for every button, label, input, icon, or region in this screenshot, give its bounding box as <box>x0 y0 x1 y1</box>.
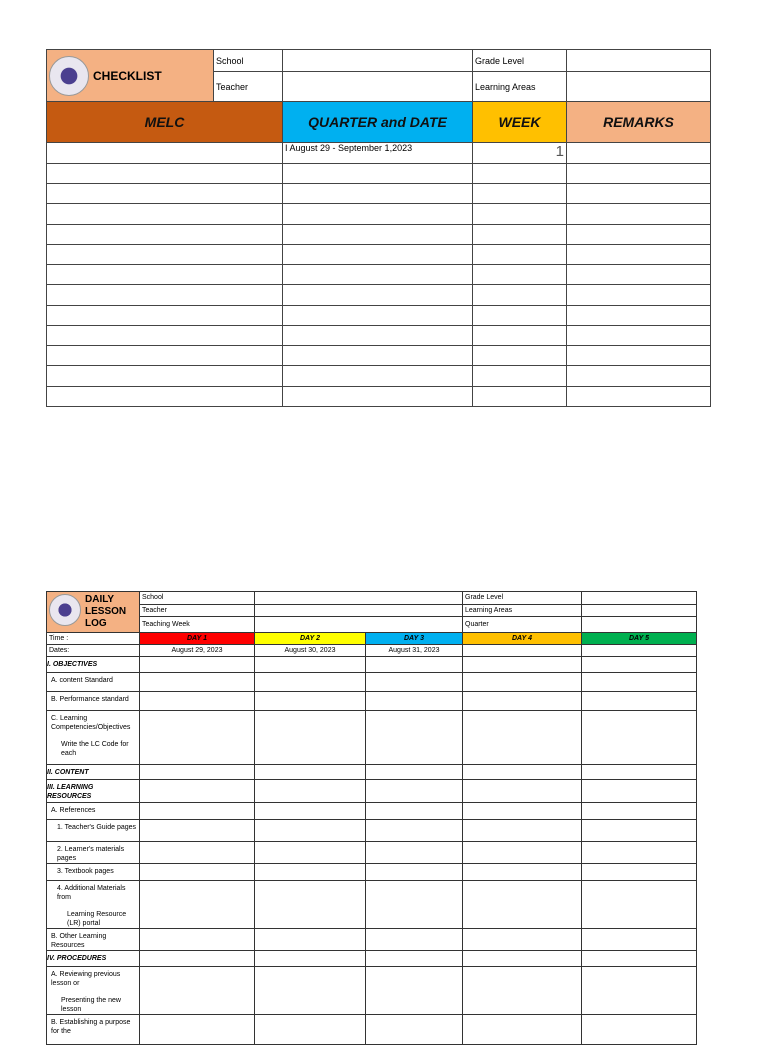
day-1-cell[interactable] <box>140 951 255 967</box>
learning-areas-label: Learning Areas <box>473 72 567 102</box>
day-4-cell[interactable] <box>463 864 582 881</box>
row-label-text: II. CONTENT <box>47 769 89 776</box>
daily-lesson-log-table <box>46 591 697 1045</box>
day-4-header: DAY 4 <box>463 633 582 645</box>
checklist-melc-cell[interactable] <box>47 204 283 225</box>
day-3-cell[interactable] <box>366 820 463 842</box>
checklist-melc-cell[interactable] <box>47 285 283 306</box>
dll-title-line: DAILY <box>85 594 115 605</box>
lesson-row <box>47 929 697 951</box>
time-label: Time : <box>47 633 140 645</box>
day-5-cell[interactable] <box>582 692 697 711</box>
day-1-cell[interactable] <box>140 803 255 820</box>
day-2-cell[interactable] <box>255 820 366 842</box>
day-4-cell[interactable] <box>463 711 582 765</box>
lesson-row-label <box>47 967 140 1015</box>
lesson-row <box>47 803 697 820</box>
lesson-row <box>47 820 697 842</box>
checklist-quarter-cell[interactable] <box>283 245 473 265</box>
teacher-label: Teacher <box>140 604 255 617</box>
dll-title-line: LOG <box>85 618 107 629</box>
day-5-cell[interactable] <box>582 881 697 929</box>
checklist-title-cell <box>47 50 214 102</box>
checklist-week-cell[interactable] <box>473 326 567 346</box>
checklist-quarter-cell[interactable] <box>283 204 473 225</box>
row-label-text: Learning Resource (LR) portal <box>67 911 127 927</box>
day-4-cell[interactable] <box>463 1015 582 1045</box>
day-2-cell[interactable] <box>255 803 366 820</box>
day-5-cell[interactable] <box>582 967 697 1015</box>
day-5-cell[interactable] <box>582 951 697 967</box>
checklist-row <box>47 366 711 387</box>
checklist-row <box>47 184 711 204</box>
lesson-row-label <box>47 881 140 929</box>
checklist-quarter-cell[interactable] <box>283 326 473 346</box>
checklist-remarks-cell[interactable] <box>567 164 711 184</box>
day-5-cell[interactable] <box>582 864 697 881</box>
day-5-cell[interactable] <box>582 929 697 951</box>
day-3-cell[interactable] <box>366 673 463 692</box>
day-2-header: DAY 2 <box>255 633 366 645</box>
row-label-text: Presenting the new lesson <box>61 997 121 1013</box>
teacher-field[interactable] <box>255 604 463 617</box>
checklist-row <box>47 346 711 366</box>
day-3-date[interactable]: August 31, 2023 <box>366 645 463 657</box>
checklist-row <box>47 143 711 164</box>
lesson-row-label <box>47 692 140 711</box>
checklist-week-cell[interactable] <box>473 245 567 265</box>
checklist-week-cell[interactable] <box>473 387 567 407</box>
checklist-remarks-cell[interactable] <box>567 184 711 204</box>
school-field[interactable] <box>255 592 463 605</box>
day-1-cell[interactable] <box>140 967 255 1015</box>
row-label-text: B. Performance standard <box>51 696 129 703</box>
row-label-text: 2. Learner's materials pages <box>57 846 125 862</box>
day-2-cell[interactable] <box>255 780 366 803</box>
lesson-row <box>47 1015 697 1045</box>
checklist-row <box>47 285 711 306</box>
day-3-cell[interactable] <box>366 881 463 929</box>
day-3-cell[interactable] <box>366 1015 463 1045</box>
day-1-cell[interactable] <box>140 780 255 803</box>
checklist-remarks-cell[interactable] <box>567 143 711 164</box>
row-label-text: A. content Standard <box>51 677 113 684</box>
day-3-cell[interactable] <box>366 780 463 803</box>
lesson-row <box>47 967 697 1015</box>
row-label-text: IV. PROCEDURES <box>47 955 107 962</box>
day-1-header: DAY 1 <box>140 633 255 645</box>
day-2-cell[interactable] <box>255 673 366 692</box>
day-5-header: DAY 5 <box>582 633 697 645</box>
row-label-text: 4. Additional Materials from <box>57 885 126 901</box>
teacher-field[interactable] <box>283 72 473 102</box>
checklist-row <box>47 164 711 184</box>
day-4-cell[interactable] <box>463 803 582 820</box>
row-label-text: C. Learning Competencies/Objectives <box>51 715 131 731</box>
checklist-week-cell[interactable] <box>473 164 567 184</box>
dll-title-line: LESSON <box>85 606 127 617</box>
row-label-text: I. OBJECTIVES <box>47 661 98 668</box>
checklist-row <box>47 225 711 245</box>
checklist-week-cell[interactable] <box>473 366 567 387</box>
checklist-week-cell[interactable] <box>473 306 567 326</box>
day-4-date[interactable] <box>463 645 582 657</box>
deped-seal-logo <box>49 56 89 96</box>
day-2-cell[interactable] <box>255 842 366 864</box>
day-4-cell[interactable] <box>463 951 582 967</box>
grade-level-label: Grade Level <box>473 50 567 72</box>
day-5-cell[interactable] <box>582 803 697 820</box>
day-5-cell[interactable] <box>582 765 697 780</box>
dates-label: Dates: <box>47 645 140 657</box>
day-5-cell[interactable] <box>582 1015 697 1045</box>
day-4-cell[interactable] <box>463 842 582 864</box>
checklist-row <box>47 306 711 326</box>
day-2-cell[interactable] <box>255 711 366 765</box>
checklist-row <box>47 265 711 285</box>
checklist-melc-cell[interactable] <box>47 346 283 366</box>
learning-areas-field[interactable] <box>567 72 711 102</box>
quarter-label: Quarter <box>463 617 582 633</box>
checklist-remarks-cell[interactable] <box>567 326 711 346</box>
lesson-row <box>47 711 697 765</box>
checklist-melc-cell[interactable] <box>47 366 283 387</box>
checklist-quarter-cell[interactable] <box>283 306 473 326</box>
checklist-quarter-cell[interactable] <box>283 164 473 184</box>
row-label-text: A. Reviewing previous lesson or <box>51 971 121 987</box>
lesson-row-label <box>47 929 140 951</box>
day-1-cell[interactable] <box>140 692 255 711</box>
checklist-table <box>46 49 711 407</box>
day-4-cell[interactable] <box>463 967 582 1015</box>
day-1-cell[interactable] <box>140 1015 255 1045</box>
day-2-cell[interactable] <box>255 864 366 881</box>
day-5-cell[interactable] <box>582 842 697 864</box>
teaching-week-label: Teaching Week <box>140 617 255 633</box>
checklist-melc-cell[interactable] <box>47 184 283 204</box>
checklist-remarks-cell[interactable] <box>567 204 711 225</box>
lesson-row-label <box>47 673 140 692</box>
day-2-cell[interactable] <box>255 1015 366 1045</box>
day-1-date[interactable]: August 29, 2023 <box>140 645 255 657</box>
day-5-cell[interactable] <box>582 657 697 673</box>
quarter-field[interactable] <box>582 617 697 633</box>
school-label: School <box>214 50 283 72</box>
day-5-cell[interactable] <box>582 673 697 692</box>
checklist-week-cell[interactable] <box>473 204 567 225</box>
day-1-cell[interactable] <box>140 881 255 929</box>
deped-seal-logo <box>49 594 81 626</box>
day-2-cell[interactable] <box>255 967 366 1015</box>
day-2-cell[interactable] <box>255 951 366 967</box>
checklist-melc-cell[interactable] <box>47 387 283 407</box>
checklist-melc-cell[interactable] <box>47 306 283 326</box>
checklist-week-cell[interactable] <box>473 184 567 204</box>
checklist-row <box>47 245 711 265</box>
checklist-quarter-cell[interactable] <box>283 387 473 407</box>
checklist-melc-cell[interactable] <box>47 326 283 346</box>
teaching-week-field[interactable] <box>255 617 463 633</box>
week-header: WEEK <box>473 102 567 143</box>
checklist-melc-cell[interactable] <box>47 164 283 184</box>
day-3-cell[interactable] <box>366 657 463 673</box>
teacher-label: Teacher <box>214 72 283 102</box>
row-label-text: B. Other Learning Resources <box>51 933 107 949</box>
day-1-cell[interactable] <box>140 929 255 951</box>
dll-title-cell <box>47 592 140 633</box>
checklist-melc-cell[interactable] <box>47 143 283 164</box>
day-4-cell[interactable] <box>463 820 582 842</box>
day-4-cell[interactable] <box>463 765 582 780</box>
day-1-cell[interactable] <box>140 864 255 881</box>
lesson-row <box>47 864 697 881</box>
day-1-cell[interactable] <box>140 842 255 864</box>
day-4-cell[interactable] <box>463 673 582 692</box>
learning-areas-field[interactable] <box>582 604 697 617</box>
lesson-row-label <box>47 842 140 864</box>
day-3-cell[interactable] <box>366 692 463 711</box>
school-field[interactable] <box>283 50 473 72</box>
day-3-cell[interactable] <box>366 842 463 864</box>
lesson-row <box>47 780 697 803</box>
row-label-text: Write the LC Code for each <box>61 741 129 757</box>
checklist-melc-cell[interactable] <box>47 265 283 285</box>
lesson-row <box>47 951 697 967</box>
grade-level-label: Grade Level <box>463 592 582 605</box>
lesson-row-label <box>47 780 140 803</box>
day-4-cell[interactable] <box>463 929 582 951</box>
checklist-week-cell[interactable] <box>473 265 567 285</box>
checklist-quarter-cell[interactable] <box>283 285 473 306</box>
checklist-quarter-cell[interactable] <box>283 366 473 387</box>
day-3-cell[interactable] <box>366 711 463 765</box>
checklist-remarks-cell[interactable] <box>567 285 711 306</box>
row-label-text: A. References <box>51 807 96 814</box>
day-3-cell[interactable] <box>366 765 463 780</box>
day-2-cell[interactable] <box>255 692 366 711</box>
quarter-date-header: QUARTER and DATE <box>283 102 473 143</box>
grade-level-field[interactable] <box>567 50 711 72</box>
day-4-cell[interactable] <box>463 881 582 929</box>
checklist-remarks-cell[interactable] <box>567 387 711 407</box>
day-1-cell[interactable] <box>140 765 255 780</box>
lesson-row-label <box>47 765 140 780</box>
lesson-row <box>47 673 697 692</box>
checklist-week-cell[interactable] <box>473 285 567 306</box>
lesson-row-label <box>47 1015 140 1045</box>
row-label-text: 3. Textbook pages <box>57 868 114 875</box>
lesson-row <box>47 692 697 711</box>
lesson-row-label <box>47 711 140 765</box>
learning-areas-label: Learning Areas <box>463 604 582 617</box>
checklist-quarter-cell[interactable]: I August 29 - September 1,2023 <box>283 143 473 164</box>
day-5-date[interactable] <box>582 645 697 657</box>
day-5-cell[interactable] <box>582 780 697 803</box>
checklist-remarks-cell[interactable] <box>567 346 711 366</box>
day-1-cell[interactable] <box>140 657 255 673</box>
day-3-cell[interactable] <box>366 803 463 820</box>
checklist-remarks-cell[interactable] <box>567 245 711 265</box>
checklist-week-cell[interactable]: 1 <box>473 143 567 164</box>
checklist-title: CHECKLIST <box>93 68 162 83</box>
lesson-row <box>47 657 697 673</box>
checklist-quarter-cell[interactable] <box>283 225 473 245</box>
checklist-melc-cell[interactable] <box>47 225 283 245</box>
day-3-header: DAY 3 <box>366 633 463 645</box>
lesson-row <box>47 842 697 864</box>
day-3-cell[interactable] <box>366 864 463 881</box>
checklist-week-cell[interactable] <box>473 346 567 366</box>
lesson-row-label <box>47 803 140 820</box>
lesson-row-label <box>47 951 140 967</box>
grade-level-field[interactable] <box>582 592 697 605</box>
checklist-week-cell[interactable] <box>473 225 567 245</box>
lesson-row-label <box>47 657 140 673</box>
melc-header: MELC <box>47 102 283 143</box>
lesson-row <box>47 881 697 929</box>
checklist-row <box>47 326 711 346</box>
day-2-cell[interactable] <box>255 881 366 929</box>
day-2-date[interactable]: August 30, 2023 <box>255 645 366 657</box>
day-3-cell[interactable] <box>366 967 463 1015</box>
day-3-cell[interactable] <box>366 929 463 951</box>
checklist-quarter-cell[interactable] <box>283 184 473 204</box>
row-label-text: 1. Teacher's Guide pages <box>57 824 137 831</box>
day-1-cell[interactable] <box>140 820 255 842</box>
school-label: School <box>140 592 255 605</box>
day-5-cell[interactable] <box>582 711 697 765</box>
day-2-cell[interactable] <box>255 657 366 673</box>
remarks-header: REMARKS <box>567 102 711 143</box>
row-label-text: III. LEARNING RESOURCES <box>47 784 94 800</box>
day-4-cell[interactable] <box>463 657 582 673</box>
checklist-remarks-cell[interactable] <box>567 225 711 245</box>
day-1-cell[interactable] <box>140 673 255 692</box>
checklist-quarter-cell[interactable] <box>283 346 473 366</box>
day-4-cell[interactable] <box>463 692 582 711</box>
day-2-cell[interactable] <box>255 765 366 780</box>
checklist-quarter-cell[interactable] <box>283 265 473 285</box>
checklist-row <box>47 204 711 225</box>
day-1-cell[interactable] <box>140 711 255 765</box>
checklist-remarks-cell[interactable] <box>567 306 711 326</box>
lesson-row-label <box>47 864 140 881</box>
checklist-row <box>47 387 711 407</box>
day-5-cell[interactable] <box>582 820 697 842</box>
lesson-row-label <box>47 820 140 842</box>
lesson-row <box>47 765 697 780</box>
checklist-remarks-cell[interactable] <box>567 265 711 285</box>
checklist-remarks-cell[interactable] <box>567 366 711 387</box>
day-3-cell[interactable] <box>366 951 463 967</box>
checklist-melc-cell[interactable] <box>47 245 283 265</box>
row-label-text: B. Establishing a purpose for the <box>51 1019 131 1035</box>
day-2-cell[interactable] <box>255 929 366 951</box>
day-4-cell[interactable] <box>463 780 582 803</box>
